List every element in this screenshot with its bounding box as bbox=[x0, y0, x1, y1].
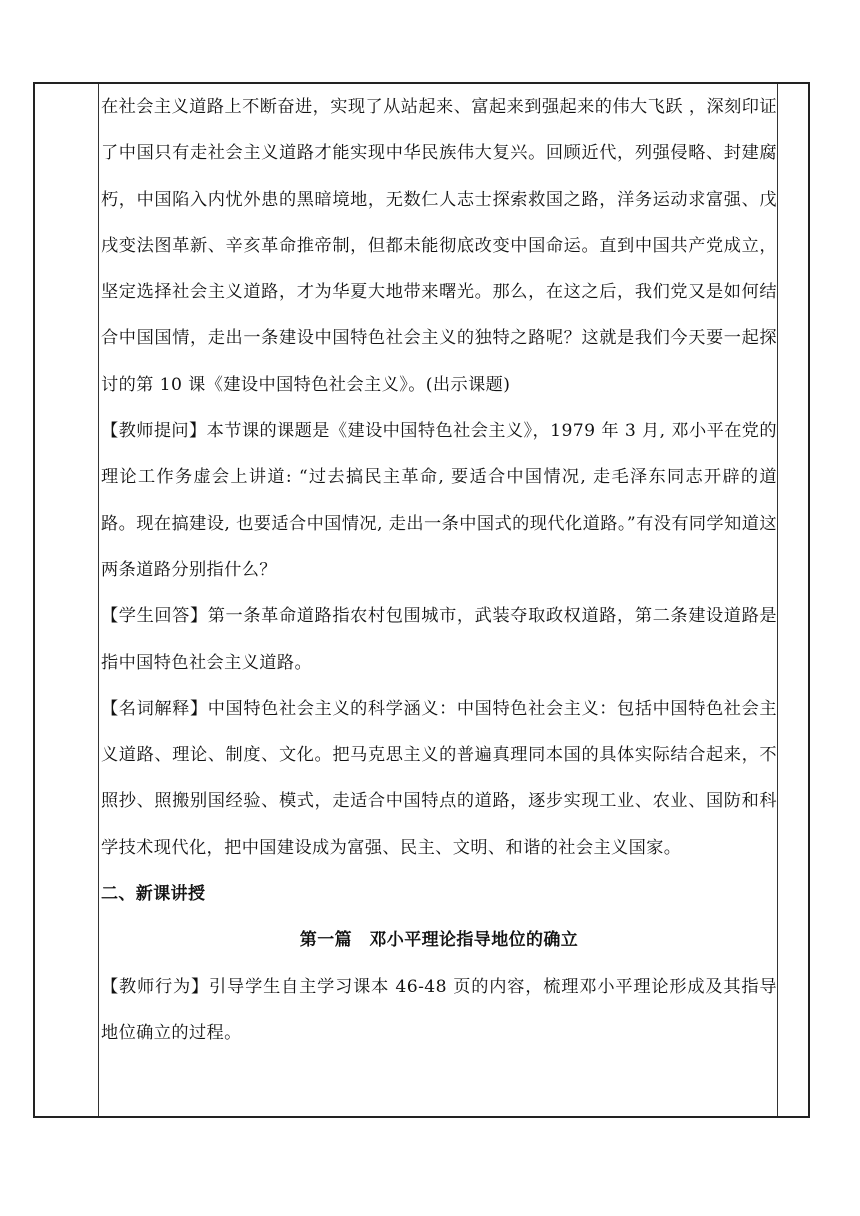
teacher-action-paragraph: 【教师行为】引导学生自主学习课本 46-48 页的内容，梳理邓小平理论形成及其指导地位确立的过程。 bbox=[101, 976, 777, 1043]
teacher-question-paragraph: 【教师提问】本节课的课题是《建设中国特色社会主义》，1979 年 3 月, 邓小平在党的理论工作务虚会上讲道: “过去搞民主革命, 要适合中国情况, 走毛泽东同志开辟的道路。现在搞建设, 也要适合中国情况, 走出一条中国式的现代化道路。”有没有同学知道这两条道路分别指什么？ bbox=[101, 421, 777, 580]
lesson-content-cell bbox=[101, 84, 777, 1056]
section-heading: 二、新课讲授 bbox=[101, 884, 206, 905]
lesson-title: 第一篇 邓小平理论指导地位的确立 bbox=[299, 930, 579, 951]
intro-paragraph: 在社会主义道路上不断奋进，实现了从站起来、富起来到强起来的伟大飞跃 ，深刻印证了中国只有走社会主义道路才能实现中华民族伟大复兴。回顾近代，列强侵略、封建腐朽，中国陷入内忧外患的黑暗境地，无数仁人志士探索救国之路，洋务运动求富强、戊戌变法图革新、辛亥革命推帝制，但都未能彻底改变中国命运。直到中国共产党成立，坚定选择社会主义道路，才为华夏大地带来曙光。那么，在这之后，我们党又是如何结合中国国情，走出一条建设中国特色社会主义的独特之路呢？这就是我们今天要一起探讨的第 10 课《建设中国特色社会主义》。(出示课题) bbox=[101, 97, 777, 395]
term-explanation-paragraph: 【名词解释】中国特色社会主义的科学涵义：中国特色社会主义：包括中国特色社会主义道路、理论、制度、文化。把马克思主义的普遍真理同本国的具体实际结合起来，不照抄、照搬别国经验、模式，走适合中国特点的道路，逐步实现工业、农业、国防和科学技术现代化，把中国建设成为富强、民主、文明、和谐的社会主义国家。 bbox=[101, 698, 777, 858]
student-answer-paragraph: 【学生回答】第一条革命道路指农村包围城市，武装夺取政权道路，第二条建设道路是指中国特色社会主义道路。 bbox=[101, 606, 777, 673]
table-left-column-divider bbox=[98, 84, 99, 1116]
table-right-column-divider bbox=[777, 84, 778, 1116]
lesson-plan-table bbox=[33, 82, 810, 1118]
